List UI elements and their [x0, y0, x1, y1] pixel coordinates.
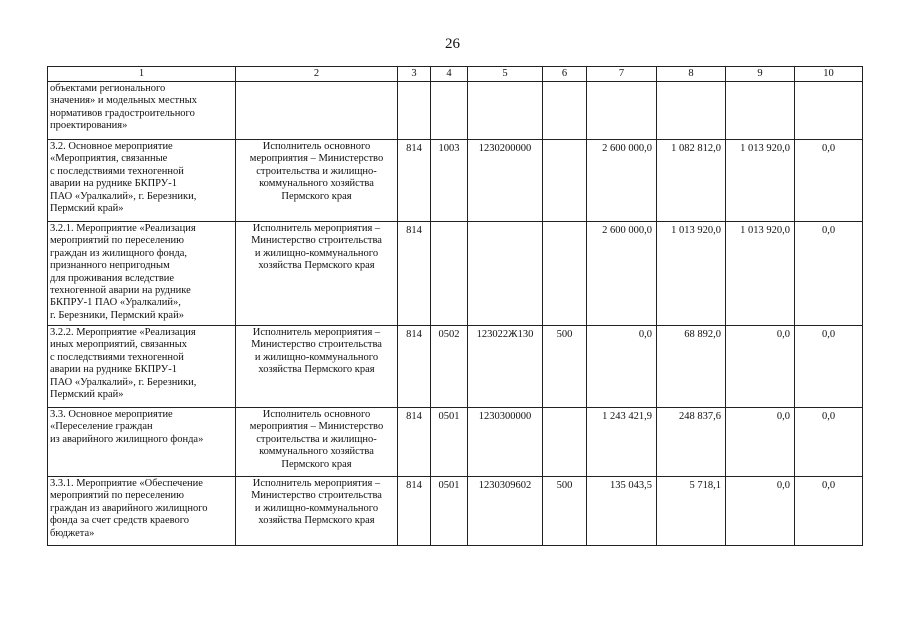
- target-article-cell: [468, 222, 543, 326]
- amount-cell: [587, 82, 657, 140]
- executor-cell: Исполнитель мероприятия – Министерство строительства и жилищно-коммунального хозяйства Пермского края: [236, 477, 398, 546]
- column-header: 9: [726, 67, 795, 82]
- column-header: 3: [398, 67, 431, 82]
- amount-cell: 2 600 000,0: [587, 222, 657, 326]
- table-row: [48, 222, 863, 326]
- section-code-cell: 0502: [431, 326, 468, 408]
- amount-cell: 0,0: [795, 408, 863, 477]
- amount-cell: 135 043,5: [587, 477, 657, 546]
- activity-name-cell: 3.2. Основное мероприятие «Мероприятия, связанные с последствиями техногенной аварии на руднике БКПРУ-1 ПАО «Уралкалий», г. Березники, Пермский край»: [48, 140, 236, 222]
- page-number: 26: [445, 36, 460, 52]
- column-header: 8: [657, 67, 726, 82]
- amount-cell: 1 013 920,0: [657, 222, 726, 326]
- amount-cell: [795, 82, 863, 140]
- activity-name-cell: 3.2.2. Мероприятие «Реализация иных мероприятий, связанных с последствиями техногенной аварии на руднике БКПРУ-1 ПАО «Уралкалий», г. Березники, Пермский край»: [48, 326, 236, 408]
- section-code-cell: 0501: [431, 408, 468, 477]
- column-header: 7: [587, 67, 657, 82]
- amount-cell: 0,0: [795, 140, 863, 222]
- grbs-code-cell: 814: [398, 140, 431, 222]
- amount-cell: 1 013 920,0: [726, 222, 795, 326]
- target-article-cell: 1230200000: [468, 140, 543, 222]
- grbs-code-cell: 814: [398, 408, 431, 477]
- target-article-cell: 123022Ж130: [468, 326, 543, 408]
- executor-cell: Исполнитель мероприятия – Министерство строительства и жилищно-коммунального хозяйства Пермского края: [236, 326, 398, 408]
- executor-cell: Исполнитель мероприятия – Министерство строительства и жилищно-коммунального хозяйства Пермского края: [236, 222, 398, 326]
- budget-table: [47, 66, 863, 546]
- expense-type-cell: 500: [543, 326, 587, 408]
- column-header: 2: [236, 67, 398, 82]
- table-row: [48, 477, 863, 546]
- expense-type-cell: [543, 82, 587, 140]
- section-code-cell: [431, 82, 468, 140]
- expense-type-cell: [543, 222, 587, 326]
- section-code-cell: 0501: [431, 477, 468, 546]
- target-article-cell: 1230300000: [468, 408, 543, 477]
- section-code-cell: 1003: [431, 140, 468, 222]
- amount-cell: 1 082 812,0: [657, 140, 726, 222]
- expense-type-cell: [543, 408, 587, 477]
- grbs-code-cell: 814: [398, 326, 431, 408]
- activity-name-cell: 3.3. Основное мероприятие «Переселение граждан из аварийного жилищного фонда»: [48, 408, 236, 477]
- expense-type-cell: [543, 140, 587, 222]
- table-row: [48, 140, 863, 222]
- column-header: 1: [48, 67, 236, 82]
- table-row: [48, 326, 863, 408]
- amount-cell: 5 718,1: [657, 477, 726, 546]
- table-header-row: [48, 67, 863, 82]
- section-code-cell: [431, 222, 468, 326]
- amount-cell: 248 837,6: [657, 408, 726, 477]
- amount-cell: 0,0: [795, 222, 863, 326]
- table-row: [48, 408, 863, 477]
- amount-cell: 0,0: [726, 408, 795, 477]
- executor-cell: Исполнитель основного мероприятия – Министерство строительства и жилищно- коммунального хозяйства Пермского края: [236, 140, 398, 222]
- amount-cell: 1 243 421,9: [587, 408, 657, 477]
- executor-cell: [236, 82, 398, 140]
- target-article-cell: [468, 82, 543, 140]
- amount-cell: 0,0: [795, 477, 863, 546]
- amount-cell: 68 892,0: [657, 326, 726, 408]
- amount-cell: [657, 82, 726, 140]
- activity-name-cell: объектами регионального значения» и модельных местных нормативов градостроительного проектирования»: [48, 82, 236, 140]
- column-header: 6: [543, 67, 587, 82]
- column-header: 10: [795, 67, 863, 82]
- executor-cell: Исполнитель основного мероприятия – Министерство строительства и жилищно- коммунального хозяйства Пермского края: [236, 408, 398, 477]
- amount-cell: 0,0: [795, 326, 863, 408]
- amount-cell: 0,0: [587, 326, 657, 408]
- grbs-code-cell: [398, 82, 431, 140]
- expense-type-cell: 500: [543, 477, 587, 546]
- table-row: [48, 82, 863, 140]
- activity-name-cell: 3.3.1. Мероприятие «Обеспечение мероприятий по переселению граждан из аварийного жилищного фонда за счет средств краевого бюджета»: [48, 477, 236, 546]
- amount-cell: 2 600 000,0: [587, 140, 657, 222]
- column-header: 4: [431, 67, 468, 82]
- amount-cell: 0,0: [726, 326, 795, 408]
- amount-cell: 0,0: [726, 477, 795, 546]
- grbs-code-cell: 814: [398, 222, 431, 326]
- grbs-code-cell: 814: [398, 477, 431, 546]
- amount-cell: [726, 82, 795, 140]
- activity-name-cell: 3.2.1. Мероприятие «Реализация мероприятий по переселению граждан из жилищного фонда, признанного непригодным для проживания вследствие техногенной аварии на руднике БКПРУ-1 ПАО «Уралкалий», г. Березники, Пермский край»: [48, 222, 236, 326]
- target-article-cell: 1230309602: [468, 477, 543, 546]
- amount-cell: 1 013 920,0: [726, 140, 795, 222]
- column-header: 5: [468, 67, 543, 82]
